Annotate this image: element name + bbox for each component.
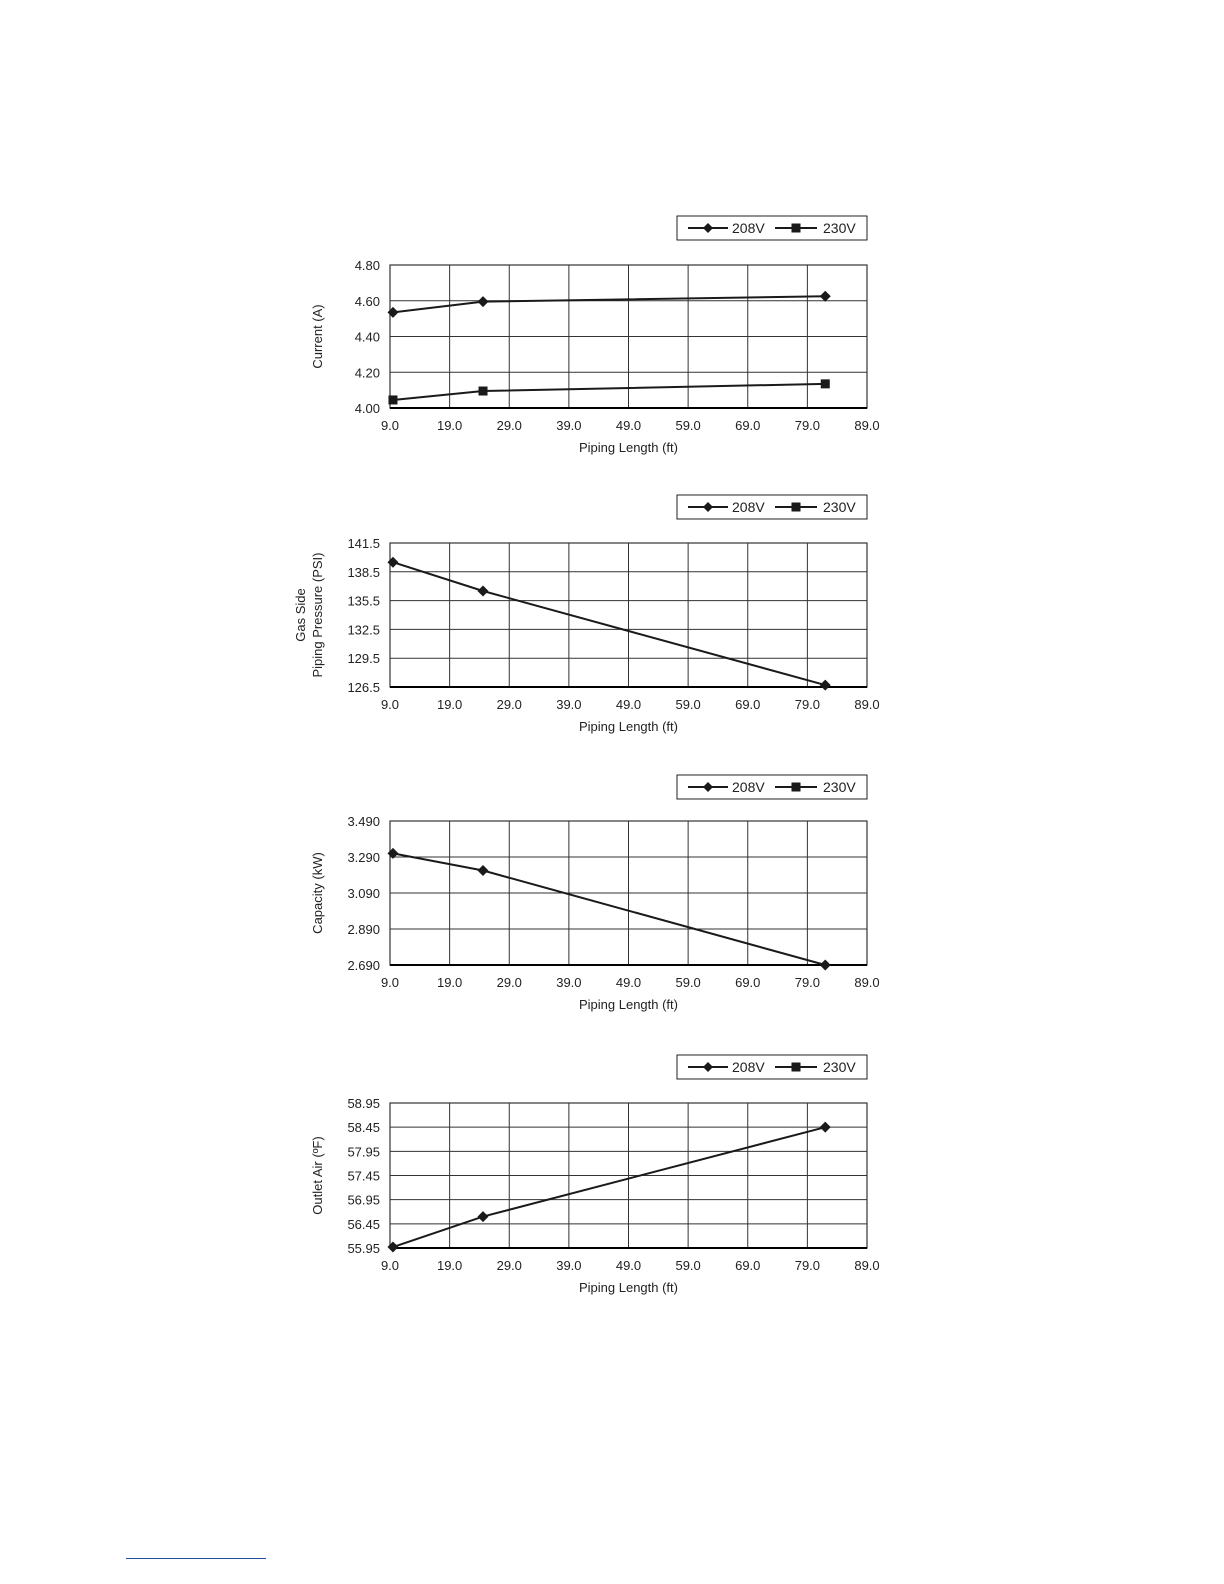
- chart-3: [310, 775, 880, 1012]
- x-tick-label: 19.0: [436, 975, 463, 990]
- x-tick-label: 19.0: [436, 1258, 463, 1273]
- x-axis-label: Piping Length (ft): [578, 719, 679, 734]
- y-tick-label: 135.5: [347, 593, 380, 609]
- x-tick-label: 29.0: [496, 418, 522, 433]
- legend-label: 208V: [732, 220, 765, 236]
- y-tick-label: 58.95: [347, 1096, 380, 1111]
- y-tick-label: 56.45: [347, 1216, 380, 1232]
- series-line-208V: [393, 562, 825, 685]
- legend-label: 208V: [732, 1059, 765, 1075]
- x-tick-label: 9.0: [380, 1258, 400, 1273]
- x-axis-label: Piping Length (ft): [578, 440, 679, 455]
- series-line-208V: [393, 853, 825, 965]
- x-tick-label: 39.0: [556, 1258, 582, 1273]
- legend-marker-230V: [792, 783, 801, 792]
- legend-marker-230V: [792, 1063, 801, 1072]
- x-tick-label: 89.0: [854, 418, 880, 433]
- legend-label: 208V: [732, 779, 765, 795]
- data-point-208V: [387, 307, 398, 318]
- y-tick-label: 4.80: [354, 258, 380, 273]
- y-tick-label: 132.5: [347, 622, 380, 638]
- chart-2: [293, 495, 880, 734]
- x-tick-label: 9.0: [380, 697, 400, 712]
- chart-1: [310, 216, 880, 455]
- x-tick-label: 89.0: [854, 975, 880, 990]
- data-point-208V: [820, 291, 831, 302]
- y-tick-label: 4.20: [354, 365, 380, 381]
- x-tick-label: 39.0: [556, 975, 582, 990]
- series-line-208V: [393, 1127, 825, 1247]
- x-tick-label: 39.0: [556, 418, 582, 433]
- data-point-230V: [388, 395, 397, 404]
- x-tick-label: 29.0: [496, 975, 522, 990]
- x-tick-label: 19.0: [436, 418, 463, 433]
- y-tick-label: 138.5: [347, 564, 380, 580]
- data-point-208V: [478, 1211, 489, 1222]
- chart-4: [310, 1055, 880, 1295]
- data-point-208V: [478, 296, 489, 307]
- y-tick-label: 3.090: [347, 886, 380, 901]
- legend: [677, 495, 867, 519]
- x-tick-label: 49.0: [615, 975, 642, 990]
- y-tick-label: 58.45: [347, 1120, 380, 1136]
- x-tick-label: 49.0: [615, 697, 642, 712]
- y-tick-label: 141.5: [347, 536, 380, 551]
- x-tick-label: 79.0: [794, 697, 821, 712]
- legend: [677, 1055, 867, 1079]
- series-line-208V: [393, 296, 825, 312]
- x-tick-label: 59.0: [675, 1258, 701, 1273]
- y-tick-label: 126.5: [347, 680, 380, 695]
- y-tick-label: 3.290: [347, 850, 380, 865]
- y-tick-label: 56.95: [347, 1192, 380, 1208]
- x-tick-label: 69.0: [735, 697, 761, 712]
- y-tick-label: 129.5: [347, 651, 380, 667]
- data-point-208V: [478, 586, 489, 597]
- x-tick-label: 79.0: [794, 418, 821, 433]
- y-tick-label: 4.00: [354, 401, 380, 416]
- y-axis-label: Current (A): [310, 304, 325, 369]
- data-point-208V: [820, 1122, 831, 1133]
- data-point-208V: [820, 960, 831, 971]
- data-point-230V: [479, 387, 488, 396]
- series-line-230V: [393, 384, 825, 400]
- footer-rule: [126, 1558, 266, 1559]
- legend-label: 230V: [823, 220, 856, 236]
- y-tick-label: 57.95: [347, 1144, 380, 1160]
- x-tick-label: 79.0: [794, 975, 821, 990]
- x-tick-label: 9.0: [380, 418, 400, 433]
- x-axis-label: Piping Length (ft): [578, 1280, 679, 1295]
- x-tick-label: 29.0: [496, 1258, 522, 1273]
- data-point-208V: [387, 557, 398, 568]
- y-tick-label: 4.40: [354, 329, 380, 345]
- y-tick-label: 3.490: [347, 814, 380, 829]
- legend-label: 230V: [823, 1059, 856, 1075]
- x-tick-label: 29.0: [496, 697, 522, 712]
- y-axis-label: Capacity (kW): [310, 852, 325, 934]
- x-tick-label: 69.0: [735, 418, 761, 433]
- x-tick-label: 89.0: [854, 1258, 880, 1273]
- x-tick-label: 59.0: [675, 697, 701, 712]
- x-tick-label: 69.0: [735, 1258, 761, 1273]
- x-tick-label: 89.0: [854, 697, 880, 712]
- x-tick-label: 49.0: [615, 418, 642, 433]
- x-tick-label: 9.0: [380, 975, 400, 990]
- x-tick-label: 69.0: [735, 975, 761, 990]
- legend-label: 208V: [732, 499, 765, 515]
- legend-marker-230V: [792, 224, 801, 233]
- x-tick-label: 19.0: [436, 697, 463, 712]
- x-tick-label: 59.0: [675, 418, 701, 433]
- legend-label: 230V: [823, 779, 856, 795]
- data-point-230V: [821, 379, 830, 388]
- legend-label: 230V: [823, 499, 856, 515]
- data-point-208V: [478, 865, 489, 876]
- legend: [677, 216, 867, 240]
- y-axis-label: Gas Side: [293, 588, 308, 642]
- legend: [677, 775, 867, 799]
- y-tick-label: 2.890: [347, 922, 380, 937]
- y-axis-label: Piping Pressure (PSI): [310, 552, 325, 678]
- x-tick-label: 59.0: [675, 975, 701, 990]
- y-axis-label: Outlet Air (ºF): [310, 1136, 325, 1215]
- data-point-208V: [387, 1242, 398, 1253]
- legend-marker-230V: [792, 503, 801, 512]
- x-axis-label: Piping Length (ft): [578, 997, 679, 1012]
- data-point-208V: [820, 680, 831, 691]
- y-tick-label: 57.45: [347, 1168, 380, 1184]
- y-tick-label: 2.690: [347, 958, 380, 973]
- x-tick-label: 49.0: [615, 1258, 642, 1273]
- y-tick-label: 4.60: [354, 293, 380, 309]
- y-tick-label: 55.95: [347, 1241, 380, 1256]
- x-tick-label: 39.0: [556, 697, 582, 712]
- x-tick-label: 79.0: [794, 1258, 821, 1273]
